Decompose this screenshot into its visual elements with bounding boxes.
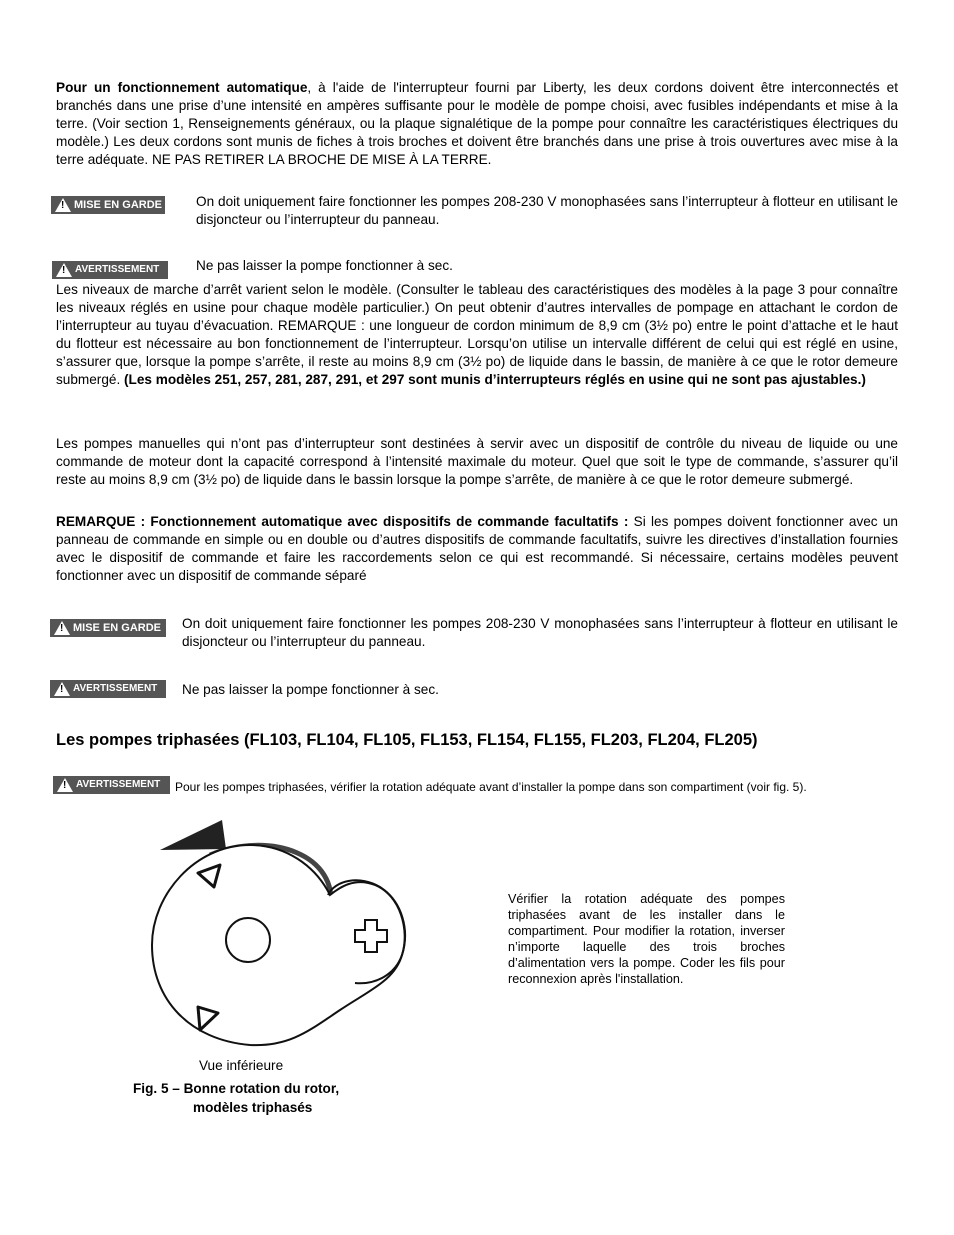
warning-text-3: Pour les pompes triphasées, vérifier la rotation adéquate avant d’installer la pompe dans son compartiment (voir fig. 5). bbox=[175, 780, 807, 794]
para-note-text: Si les pompes doivent fonctionner avec un panneau de commande en simple ou en double ou d’autres dispositifs de commande facultatifs, suivre les directives d’installation fournies avec le dispositif de commande et faire les raccordements selon ce qui est recommandé. Si nécessaire, certains modèles peuvent fonctionner avec un dispositif de commande séparé bbox=[56, 514, 898, 583]
caution-text-2: On doit uniquement faire fonctionner les pompes 208-230 V monophasées sans l’interrupteur à flotteur en utilisant le disjoncteur ou l’interrupteur du panneau. bbox=[182, 616, 898, 649]
caution-text-1: On doit uniquement faire fonctionner les pompes 208-230 V monophasées sans l’interrupteur à flotteur en utilisant le disjoncteur ou l’interrupteur du panneau. bbox=[196, 194, 898, 227]
para-note-lead: REMARQUE : Fonctionnement automatique avec dispositifs de commande facultatifs : bbox=[56, 514, 629, 529]
warning-badge-label: AVERTISSEMENT bbox=[73, 683, 158, 694]
section-heading: Les pompes triphasées (FL103, FL104, FL105, FL153, FL154, FL155, FL203, FL204, FL205) bbox=[56, 731, 758, 749]
warning-triangle-icon bbox=[55, 198, 71, 212]
para-manual-pumps: Les pompes manuelles qui n’ont pas d’interrupteur sont destinées à servir avec un dispositif de contrôle du niveau de liquide ou une commande de moteur dont la capacité correspond à l’intensité maximale du moteur. Quel que soit le type de commande, s’assurer qu’il reste au moins 8,9 cm (3½ po) de liquide dans le bassin lorsque la pompe s’arrête, de manière à ce que le rotor demeure submergé. bbox=[56, 436, 898, 487]
figure-view-label: Vue inférieure bbox=[199, 1058, 284, 1073]
warning-badge-label: AVERTISSEMENT bbox=[76, 779, 161, 790]
para-stop-levels-text: Les niveaux de marche d’arrêt varient selon le modèle. (Consulter le tableau des caractéristiques des modèles à la page 3 pour connaître les niveaux réglés en usine pour chaque modèle particulier.) On peut obtenir d’autres intervalles de pompage en attachant le cordon de l’interrupteur au tuyau d’évacuation. REMARQUE : une longueur de cordon minimum de 8,9 cm (3½ po) entre le point d’attache et le haut du flotteur est nécessaire au bon fonctionnement de l’interrupteur. Lorsqu’on utilise un intervalle différent de celui qui est réglé en usine, s’assurer que, lorsque la pompe s’arrête, il reste au moins 8,9 cm (3½ po) de liquide dans le bassin, de manière à ce que le rotor demeure submergé. bbox=[56, 282, 898, 387]
figure-side-text: Vérifier la rotation adéquate des pompes triphasées avant de les installer dans le compartiment. Pour modifier la rotation, inverser n’importe laquelle des trois broches d’alimentation vers la pompe. Coder les fils pour reconnexion après l'installation. bbox=[508, 892, 785, 986]
rotation-arrowhead-icon bbox=[160, 820, 226, 850]
warning-text-2: Ne pas laisser la pompe fonctionner à sec. bbox=[182, 682, 439, 697]
warning-badge-label: AVERTISSEMENT bbox=[75, 264, 160, 275]
warning-badge bbox=[50, 680, 166, 698]
para-note bbox=[56, 513, 898, 585]
warning-triangle-icon bbox=[54, 621, 70, 635]
para-stop-levels-bold: (Les modèles 251, 257, 281, 287, 291, et 297 sont munis d’interrupteurs réglés en usine qui ne sont pas ajustables.) bbox=[124, 372, 866, 387]
caution-badge-label: MISE EN GARDE bbox=[73, 622, 162, 634]
warning-badge bbox=[52, 261, 168, 279]
warning-text-1: Ne pas laisser la pompe fonctionner à sec. bbox=[196, 258, 453, 273]
figure-caption-line2: modèles triphasés bbox=[193, 1100, 313, 1115]
para-automatic-operation bbox=[56, 79, 898, 169]
caution-badge bbox=[51, 196, 165, 214]
para-automatic-lead: Pour un fonctionnement automatique bbox=[56, 80, 308, 95]
caution-badge-label: MISE EN GARDE bbox=[74, 199, 163, 211]
figure-caption-line1: Fig. 5 – Bonne rotation du rotor, bbox=[133, 1081, 340, 1096]
para-automatic-text: , à l'aide de l'interrupteur fourni par Liberty, les deux cordons doivent être interconnectés et branchés dans une prise d’une intensité en ampères suffisante pour le modèle de pompe choisi, avec fusibles indépendants et mise à la terre. (Voir section 1, Renseignements généraux, ou la plaque signalétique de la pompe pour connaître les caractéristiques électriques du modèle.) Les deux cordons sont munis de fiches à trois broches et doivent être branchés dans une prise à trois ouvertures avec mise à la terre adéquate. NE PAS RETIRER LA BROCHE DE MISE À LA TERRE. bbox=[56, 80, 898, 167]
pump-bottom-view-diagram bbox=[140, 815, 445, 1060]
warning-triangle-icon bbox=[57, 778, 73, 792]
caution-badge bbox=[50, 619, 166, 637]
warning-triangle-icon bbox=[56, 263, 72, 277]
warning-triangle-icon bbox=[54, 682, 70, 696]
impeller-eye bbox=[226, 918, 270, 962]
warning-badge bbox=[53, 776, 170, 794]
para-stop-levels bbox=[56, 281, 898, 389]
